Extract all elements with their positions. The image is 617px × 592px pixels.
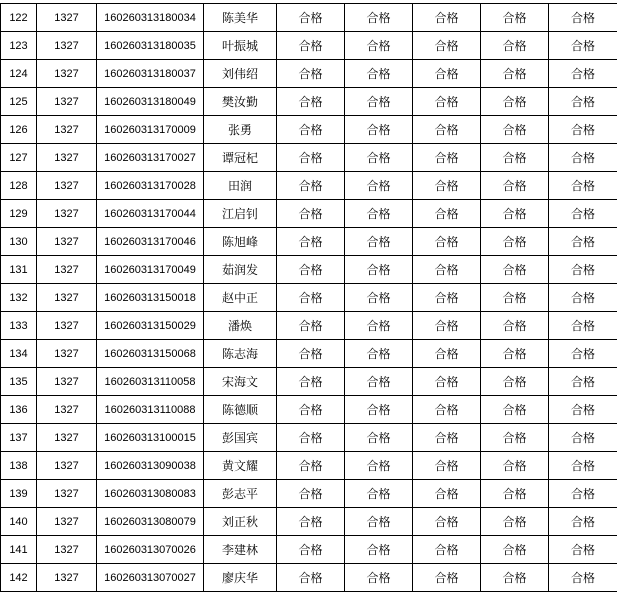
exam-id-cell: 160260313170044 [97, 200, 204, 228]
name-cell: 廖庆华 [204, 564, 277, 592]
exam-id-cell: 160260313170027 [97, 144, 204, 172]
name-cell: 李建林 [204, 536, 277, 564]
name-cell: 潘焕 [204, 312, 277, 340]
result-cell-2: 合格 [345, 116, 413, 144]
result-cell-1: 合格 [277, 396, 345, 424]
result-cell-5: 合格 [549, 88, 617, 116]
exam-id-cell: 160260313180049 [97, 88, 204, 116]
result-cell-3: 合格 [413, 564, 481, 592]
table-body [1, 4, 617, 592]
table-row [1, 312, 617, 340]
seq-number-cell: 142 [1, 564, 37, 592]
result-cell-4: 合格 [481, 452, 549, 480]
exam-id-cell: 160260313080079 [97, 508, 204, 536]
result-cell-4: 合格 [481, 116, 549, 144]
result-cell-3: 合格 [413, 424, 481, 452]
code-cell: 1327 [37, 368, 97, 396]
result-cell-1: 合格 [277, 284, 345, 312]
seq-number-cell: 134 [1, 340, 37, 368]
result-cell-4: 合格 [481, 368, 549, 396]
exam-id-cell: 160260313180035 [97, 32, 204, 60]
code-cell: 1327 [37, 116, 97, 144]
code-cell: 1327 [37, 312, 97, 340]
exam-id-cell: 160260313180037 [97, 60, 204, 88]
exam-id-cell: 160260313080083 [97, 480, 204, 508]
table-row [1, 4, 617, 32]
result-cell-3: 合格 [413, 396, 481, 424]
code-cell: 1327 [37, 480, 97, 508]
result-cell-2: 合格 [345, 60, 413, 88]
result-cell-5: 合格 [549, 508, 617, 536]
table-row [1, 200, 617, 228]
code-cell: 1327 [37, 4, 97, 32]
result-cell-4: 合格 [481, 424, 549, 452]
result-cell-2: 合格 [345, 452, 413, 480]
name-cell: 陈德顺 [204, 396, 277, 424]
seq-number-cell: 123 [1, 32, 37, 60]
result-cell-2: 合格 [345, 88, 413, 116]
table-row [1, 340, 617, 368]
code-cell: 1327 [37, 340, 97, 368]
table-row [1, 144, 617, 172]
exam-id-cell: 160260313090038 [97, 452, 204, 480]
result-cell-4: 合格 [481, 396, 549, 424]
result-cell-1: 合格 [277, 452, 345, 480]
result-cell-1: 合格 [277, 340, 345, 368]
code-cell: 1327 [37, 424, 97, 452]
result-cell-4: 合格 [481, 60, 549, 88]
result-cell-2: 合格 [345, 4, 413, 32]
code-cell: 1327 [37, 452, 97, 480]
result-cell-4: 合格 [481, 228, 549, 256]
result-cell-1: 合格 [277, 312, 345, 340]
name-cell: 樊汝勤 [204, 88, 277, 116]
result-cell-1: 合格 [277, 424, 345, 452]
exam-id-cell: 160260313100015 [97, 424, 204, 452]
result-cell-2: 合格 [345, 340, 413, 368]
exam-id-cell: 160260313180034 [97, 4, 204, 32]
result-cell-5: 合格 [549, 452, 617, 480]
result-cell-2: 合格 [345, 368, 413, 396]
result-cell-5: 合格 [549, 284, 617, 312]
name-cell: 谭冠杞 [204, 144, 277, 172]
result-cell-5: 合格 [549, 564, 617, 592]
code-cell: 1327 [37, 88, 97, 116]
result-cell-1: 合格 [277, 60, 345, 88]
code-cell: 1327 [37, 256, 97, 284]
result-cell-1: 合格 [277, 116, 345, 144]
result-cell-2: 合格 [345, 312, 413, 340]
table-row [1, 564, 617, 592]
name-cell: 江启钊 [204, 200, 277, 228]
result-cell-4: 合格 [481, 172, 549, 200]
result-cell-3: 合格 [413, 88, 481, 116]
result-cell-4: 合格 [481, 32, 549, 60]
code-cell: 1327 [37, 60, 97, 88]
seq-number-cell: 135 [1, 368, 37, 396]
result-cell-2: 合格 [345, 32, 413, 60]
result-cell-3: 合格 [413, 340, 481, 368]
result-cell-5: 合格 [549, 4, 617, 32]
result-cell-5: 合格 [549, 312, 617, 340]
result-cell-3: 合格 [413, 228, 481, 256]
result-cell-3: 合格 [413, 368, 481, 396]
seq-number-cell: 129 [1, 200, 37, 228]
result-cell-3: 合格 [413, 536, 481, 564]
result-cell-5: 合格 [549, 172, 617, 200]
name-cell: 张勇 [204, 116, 277, 144]
result-cell-4: 合格 [481, 284, 549, 312]
exam-id-cell: 160260313170046 [97, 228, 204, 256]
seq-number-cell: 131 [1, 256, 37, 284]
seq-number-cell: 124 [1, 60, 37, 88]
result-cell-1: 合格 [277, 508, 345, 536]
table-row [1, 60, 617, 88]
result-cell-4: 合格 [481, 564, 549, 592]
name-cell: 赵中正 [204, 284, 277, 312]
result-cell-3: 合格 [413, 60, 481, 88]
result-cell-1: 合格 [277, 536, 345, 564]
seq-number-cell: 137 [1, 424, 37, 452]
result-cell-4: 合格 [481, 340, 549, 368]
result-cell-3: 合格 [413, 4, 481, 32]
table-row [1, 88, 617, 116]
result-cell-4: 合格 [481, 508, 549, 536]
result-cell-3: 合格 [413, 312, 481, 340]
result-cell-5: 合格 [549, 536, 617, 564]
result-cell-3: 合格 [413, 116, 481, 144]
result-cell-1: 合格 [277, 4, 345, 32]
table-row [1, 508, 617, 536]
table-row [1, 32, 617, 60]
result-cell-2: 合格 [345, 144, 413, 172]
result-cell-5: 合格 [549, 116, 617, 144]
result-cell-3: 合格 [413, 508, 481, 536]
exam-id-cell: 160260313170009 [97, 116, 204, 144]
result-cell-1: 合格 [277, 144, 345, 172]
result-cell-5: 合格 [549, 340, 617, 368]
result-cell-5: 合格 [549, 200, 617, 228]
name-cell: 彭国宾 [204, 424, 277, 452]
name-cell: 茹润发 [204, 256, 277, 284]
seq-number-cell: 126 [1, 116, 37, 144]
result-cell-1: 合格 [277, 228, 345, 256]
result-cell-2: 合格 [345, 564, 413, 592]
seq-number-cell: 127 [1, 144, 37, 172]
result-cell-1: 合格 [277, 172, 345, 200]
code-cell: 1327 [37, 200, 97, 228]
seq-number-cell: 122 [1, 4, 37, 32]
result-cell-5: 合格 [549, 256, 617, 284]
result-cell-1: 合格 [277, 88, 345, 116]
name-cell: 宋海文 [204, 368, 277, 396]
result-cell-4: 合格 [481, 4, 549, 32]
result-cell-3: 合格 [413, 256, 481, 284]
seq-number-cell: 133 [1, 312, 37, 340]
seq-number-cell: 139 [1, 480, 37, 508]
code-cell: 1327 [37, 564, 97, 592]
result-cell-5: 合格 [549, 144, 617, 172]
seq-number-cell: 130 [1, 228, 37, 256]
code-cell: 1327 [37, 284, 97, 312]
name-cell: 黄文耀 [204, 452, 277, 480]
result-cell-4: 合格 [481, 312, 549, 340]
seq-number-cell: 128 [1, 172, 37, 200]
code-cell: 1327 [37, 396, 97, 424]
seq-number-cell: 138 [1, 452, 37, 480]
result-cell-3: 合格 [413, 200, 481, 228]
exam-id-cell: 160260313110058 [97, 368, 204, 396]
result-cell-5: 合格 [549, 480, 617, 508]
result-cell-1: 合格 [277, 256, 345, 284]
table-row [1, 536, 617, 564]
result-cell-1: 合格 [277, 200, 345, 228]
result-cell-4: 合格 [481, 144, 549, 172]
table-row [1, 256, 617, 284]
exam-id-cell: 160260313070026 [97, 536, 204, 564]
table-row [1, 368, 617, 396]
result-cell-3: 合格 [413, 480, 481, 508]
exam-id-cell: 160260313150068 [97, 340, 204, 368]
seq-number-cell: 141 [1, 536, 37, 564]
result-cell-1: 合格 [277, 480, 345, 508]
seq-number-cell: 125 [1, 88, 37, 116]
result-cell-3: 合格 [413, 144, 481, 172]
code-cell: 1327 [37, 172, 97, 200]
result-cell-3: 合格 [413, 172, 481, 200]
result-cell-4: 合格 [481, 536, 549, 564]
result-cell-5: 合格 [549, 60, 617, 88]
code-cell: 1327 [37, 536, 97, 564]
result-cell-5: 合格 [549, 228, 617, 256]
result-cell-2: 合格 [345, 508, 413, 536]
result-cell-2: 合格 [345, 396, 413, 424]
code-cell: 1327 [37, 144, 97, 172]
result-cell-5: 合格 [549, 368, 617, 396]
exam-id-cell: 160260313170028 [97, 172, 204, 200]
result-cell-1: 合格 [277, 32, 345, 60]
result-cell-2: 合格 [345, 536, 413, 564]
name-cell: 彭志平 [204, 480, 277, 508]
result-cell-1: 合格 [277, 368, 345, 396]
result-cell-4: 合格 [481, 256, 549, 284]
table-row [1, 480, 617, 508]
seq-number-cell: 140 [1, 508, 37, 536]
result-cell-4: 合格 [481, 88, 549, 116]
code-cell: 1327 [37, 228, 97, 256]
result-cell-4: 合格 [481, 480, 549, 508]
result-cell-2: 合格 [345, 284, 413, 312]
table-row [1, 424, 617, 452]
exam-id-cell: 160260313150029 [97, 312, 204, 340]
name-cell: 刘伟绍 [204, 60, 277, 88]
result-cell-1: 合格 [277, 564, 345, 592]
name-cell: 陈志海 [204, 340, 277, 368]
result-cell-5: 合格 [549, 424, 617, 452]
code-cell: 1327 [37, 32, 97, 60]
table-row [1, 228, 617, 256]
name-cell: 陈美华 [204, 4, 277, 32]
result-cell-2: 合格 [345, 424, 413, 452]
name-cell: 叶振城 [204, 32, 277, 60]
result-cell-5: 合格 [549, 396, 617, 424]
result-cell-2: 合格 [345, 480, 413, 508]
code-cell: 1327 [37, 508, 97, 536]
results-table [0, 3, 617, 592]
seq-number-cell: 132 [1, 284, 37, 312]
name-cell: 田润 [204, 172, 277, 200]
table-row [1, 172, 617, 200]
result-cell-4: 合格 [481, 200, 549, 228]
result-cell-2: 合格 [345, 228, 413, 256]
result-cell-2: 合格 [345, 200, 413, 228]
name-cell: 陈旭峰 [204, 228, 277, 256]
result-cell-3: 合格 [413, 452, 481, 480]
result-cell-3: 合格 [413, 32, 481, 60]
result-cell-2: 合格 [345, 256, 413, 284]
exam-id-cell: 160260313110088 [97, 396, 204, 424]
result-cell-2: 合格 [345, 172, 413, 200]
table-row [1, 396, 617, 424]
table-row [1, 116, 617, 144]
exam-id-cell: 160260313170049 [97, 256, 204, 284]
exam-id-cell: 160260313070027 [97, 564, 204, 592]
seq-number-cell: 136 [1, 396, 37, 424]
name-cell: 刘正秋 [204, 508, 277, 536]
exam-id-cell: 160260313150018 [97, 284, 204, 312]
table-row [1, 452, 617, 480]
result-cell-5: 合格 [549, 32, 617, 60]
table-row [1, 284, 617, 312]
result-cell-3: 合格 [413, 284, 481, 312]
